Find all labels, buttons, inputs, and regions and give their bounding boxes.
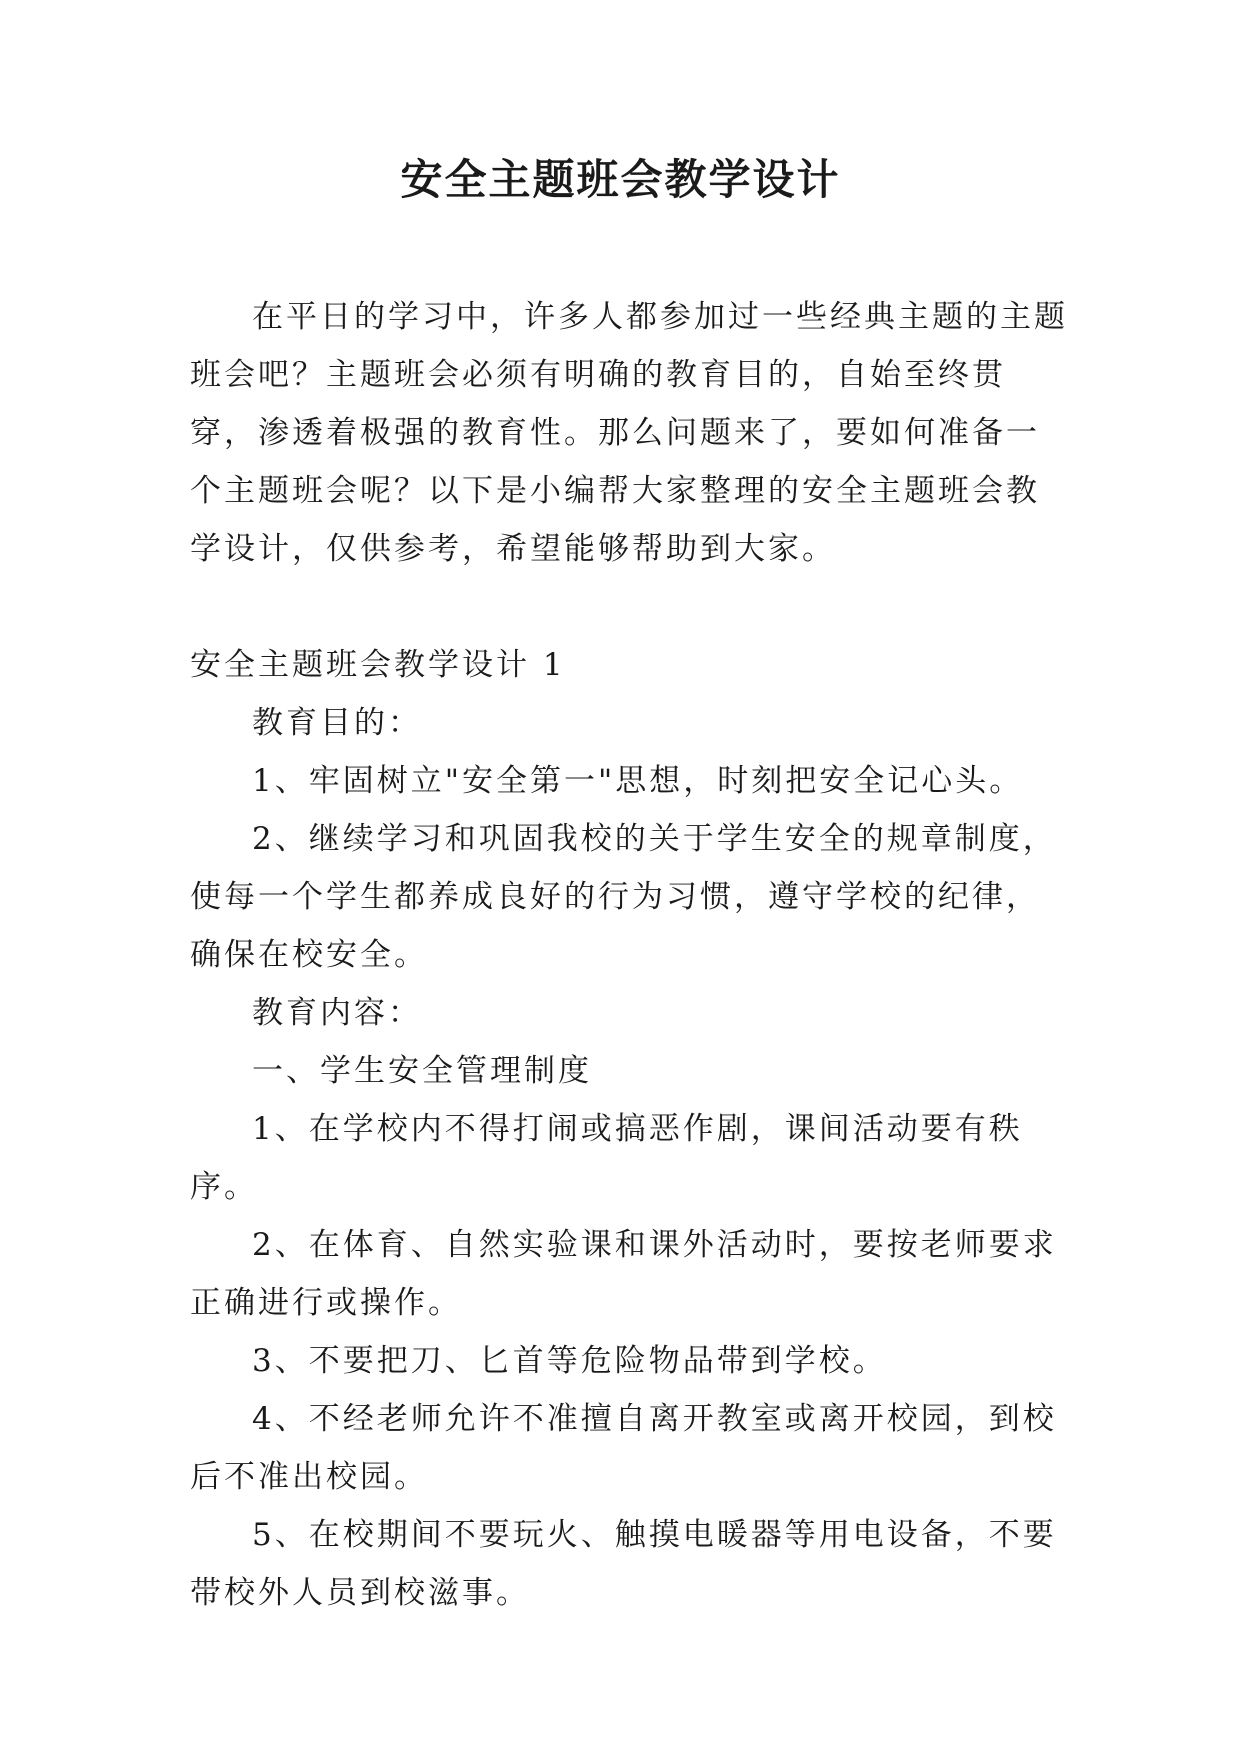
section-heading: 安全主题班会教学设计 1 — [190, 647, 566, 683]
intro-paragraph: 在平日的学习中，许多人都参加过一些经典主题的主题班会吧？主题班会必须有明确的教育目的，自始至终贯穿，渗透着极强的教育性。那么问题来了，要如何准备一个主题班会呢？以下是小编帮大家整理的安全主题班会教学设计，仅供参考，希望能够帮助到大家。 — [190, 299, 1068, 567]
body-paragraph: 3、不要把刀、匕首等危险物品带到学校。 — [252, 1343, 887, 1379]
body-paragraph: 2、继续学习和巩固我校的关于学生安全的规章制度，使每一个学生都养成良好的行为习惯，遵守学校的纪律，确保在校安全。 — [190, 821, 1057, 973]
body-paragraph: 一、学生安全管理制度 — [252, 1053, 592, 1089]
body-paragraph: 1、在学校内不得打闹或搞恶作剧，课间活动要有秩序。 — [190, 1111, 1023, 1205]
document-title: 安全主题班会教学设计 — [400, 155, 841, 204]
body-paragraph: 教育内容： — [252, 995, 422, 1031]
body-paragraph: 5、在校期间不要玩火、触摸电暖器等用电设备，不要带校外人员到校滋事。 — [190, 1517, 1057, 1611]
body-paragraph: 4、不经老师允许不准擅自离开教室或离开校园，到校后不准出校园。 — [190, 1401, 1057, 1495]
body-paragraph: 教育目的： — [252, 705, 422, 741]
document-body — [190, 288, 1070, 1622]
body-paragraph: 2、在体育、自然实验课和课外活动时，要按老师要求正确进行或操作。 — [190, 1227, 1057, 1321]
paragraph-spacer — [190, 578, 1070, 636]
body-paragraph: 1、牢固树立"安全第一"思想，时刻把安全记心头。 — [252, 763, 1024, 799]
